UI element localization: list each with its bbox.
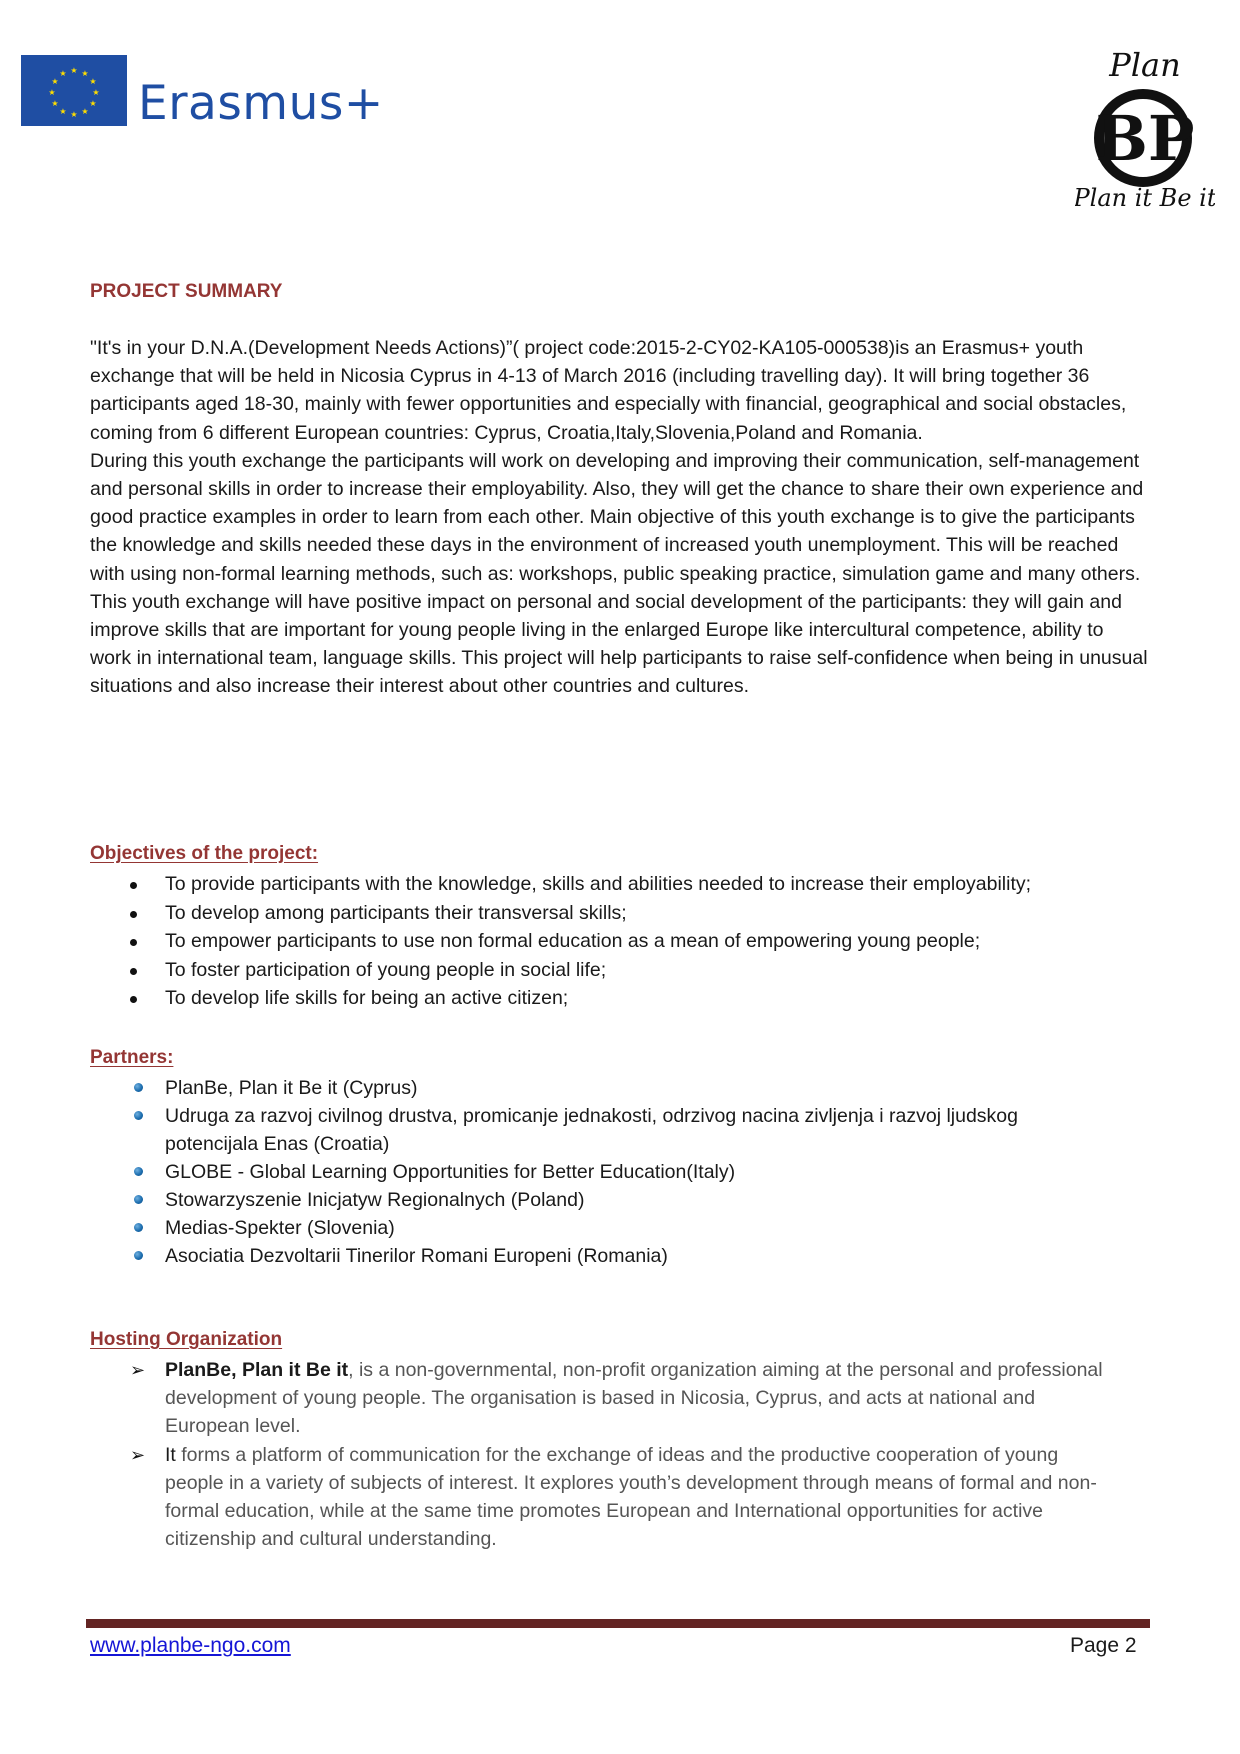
hosting-list (90, 1356, 1120, 1553)
partner-item: Stowarzyszenie Inicjatyw Regionalnych (Poland) (90, 1186, 1150, 1214)
svg-text:★: ★ (92, 88, 100, 97)
partner-item: Medias-Spekter (Slovenia) (90, 1214, 1150, 1242)
bullet-icon (134, 1083, 143, 1092)
arrow-bullet-icon: ➢ (130, 1360, 146, 1380)
project-summary-heading: PROJECT SUMMARY (90, 281, 283, 302)
planbe-logo-icon (1075, 38, 1215, 223)
bullet-icon (130, 939, 137, 946)
erasmus-plus-wordmark: Erasmus+ (138, 76, 384, 131)
partner-item: Udruga za razvoj civilnog drustva, promicanje jednakosti, odrzivog nacina zivljenja i razvoj ljudskog potencijala Enas (Croatia) (90, 1102, 1150, 1158)
svg-text:★: ★ (81, 69, 89, 78)
hosting-organization-heading: Hosting Organization (90, 1329, 283, 1350)
bullet-icon (134, 1111, 143, 1120)
objective-item: To develop life skills for being an active citizen; (90, 984, 1150, 1013)
page-number: Page 2 (1070, 1634, 1137, 1657)
svg-text:Plan: Plan (1109, 46, 1181, 84)
summary-paragraph: This youth exchange will have positive impact on personal and social development of the participants: they will gain and improve skills that are important for young people living in the enlarged Europe like intercultural competence, ability to work in international team, language skills. This project will help participants to raise self-confidence when being in unusual situations and also increase their interest about other countries and cultures. (90, 590, 1148, 698)
svg-text:BP: BP (1095, 102, 1195, 175)
eu-flag-icon (21, 55, 127, 126)
hosting-item: ➢ It forms a platform of communication for the exchange of ideas and the productive cooperation of young people in a variety of subjects of interest. It explores youth’s development through means of formal and non-formal education, while at the same time promotes European and International opportunities for active citizenship and cultural understanding. (90, 1441, 1120, 1554)
svg-text:★: ★ (48, 88, 56, 97)
partners-heading: Partners: (90, 1047, 174, 1068)
website-link[interactable]: www.planbe-ngo.com (90, 1634, 291, 1657)
svg-text:★: ★ (70, 110, 78, 119)
svg-text:★: ★ (70, 66, 78, 75)
bullet-icon (130, 882, 137, 889)
footer-divider (86, 1619, 1150, 1628)
bullet-icon (134, 1167, 143, 1176)
objectives-list (90, 870, 1150, 1013)
objective-item: To provide participants with the knowledge, skills and abilities needed to increase their employability; (90, 870, 1150, 899)
partner-item: PlanBe, Plan it Be it (Cyprus) (90, 1074, 1150, 1102)
bullet-icon (130, 911, 137, 918)
svg-text:★: ★ (81, 107, 89, 116)
objective-item: To develop among participants their transversal skills; (90, 899, 1150, 928)
bullet-icon (134, 1223, 143, 1232)
bullet-icon (130, 968, 137, 975)
svg-text:★: ★ (59, 107, 67, 116)
hosting-item: ➢ PlanBe, Plan it Be it, is a non-governmental, non-profit organization aiming at the personal and professional development of young people. The organisation is based in Nicosia, Cyprus, and acts at national and European level. (90, 1356, 1120, 1441)
svg-text:★: ★ (51, 77, 59, 86)
objective-item: To foster participation of young people in social life; (90, 956, 1150, 985)
bullet-icon (134, 1195, 143, 1204)
arrow-bullet-icon: ➢ (130, 1444, 146, 1465)
partners-list (90, 1074, 1150, 1270)
bullet-icon (134, 1251, 143, 1260)
objectives-heading: Objectives of the project: (90, 843, 319, 864)
svg-text:★: ★ (59, 69, 67, 78)
summary-paragraph: "It's in your D.N.A.(Development Needs Actions)”( project code:2015-2-CY02-KA105-000538)is an Erasmus+ youth exchange that will be held in Nicosia Cyprus in 4-13 of March 2016 (including travelling day). It will bring together 36 participants aged 18-30, mainly with fewer opportunities and especially with financial, geographical and social obstacles, coming from 6 different European countries: Cyprus, Croatia,Italy,Slovenia,Poland and Romania. (90, 337, 1127, 444)
partner-item: GLOBE - Global Learning Opportunities for Better Education(Italy) (90, 1158, 1150, 1186)
svg-text:★: ★ (89, 99, 97, 108)
svg-text:★: ★ (89, 77, 97, 86)
summary-paragraph: During this youth exchange the participants will work on developing and improving their communication, self-management and personal skills in order to increase their employability. Also, they will get the chance to share their own experience and good practice examples in order to learn from each other. Main objective of this youth exchange is to give the participants the knowledge and skills needed these days in the environment of increased youth unemployment. This will be reached with using non-formal learning methods, such as: workshops, public speaking practice, simulation game and many others. (90, 449, 1144, 585)
svg-text:★: ★ (51, 99, 59, 108)
partner-item: Asociatia Dezvoltarii Tinerilor Romani Europeni (Romania) (90, 1242, 1150, 1270)
svg-text:Plan it Be it: Plan it Be it (1075, 184, 1215, 212)
project-summary-body (90, 334, 1150, 701)
bullet-icon (130, 996, 137, 1003)
objective-item: To empower participants to use non formal education as a mean of empowering young people; (90, 927, 1150, 956)
